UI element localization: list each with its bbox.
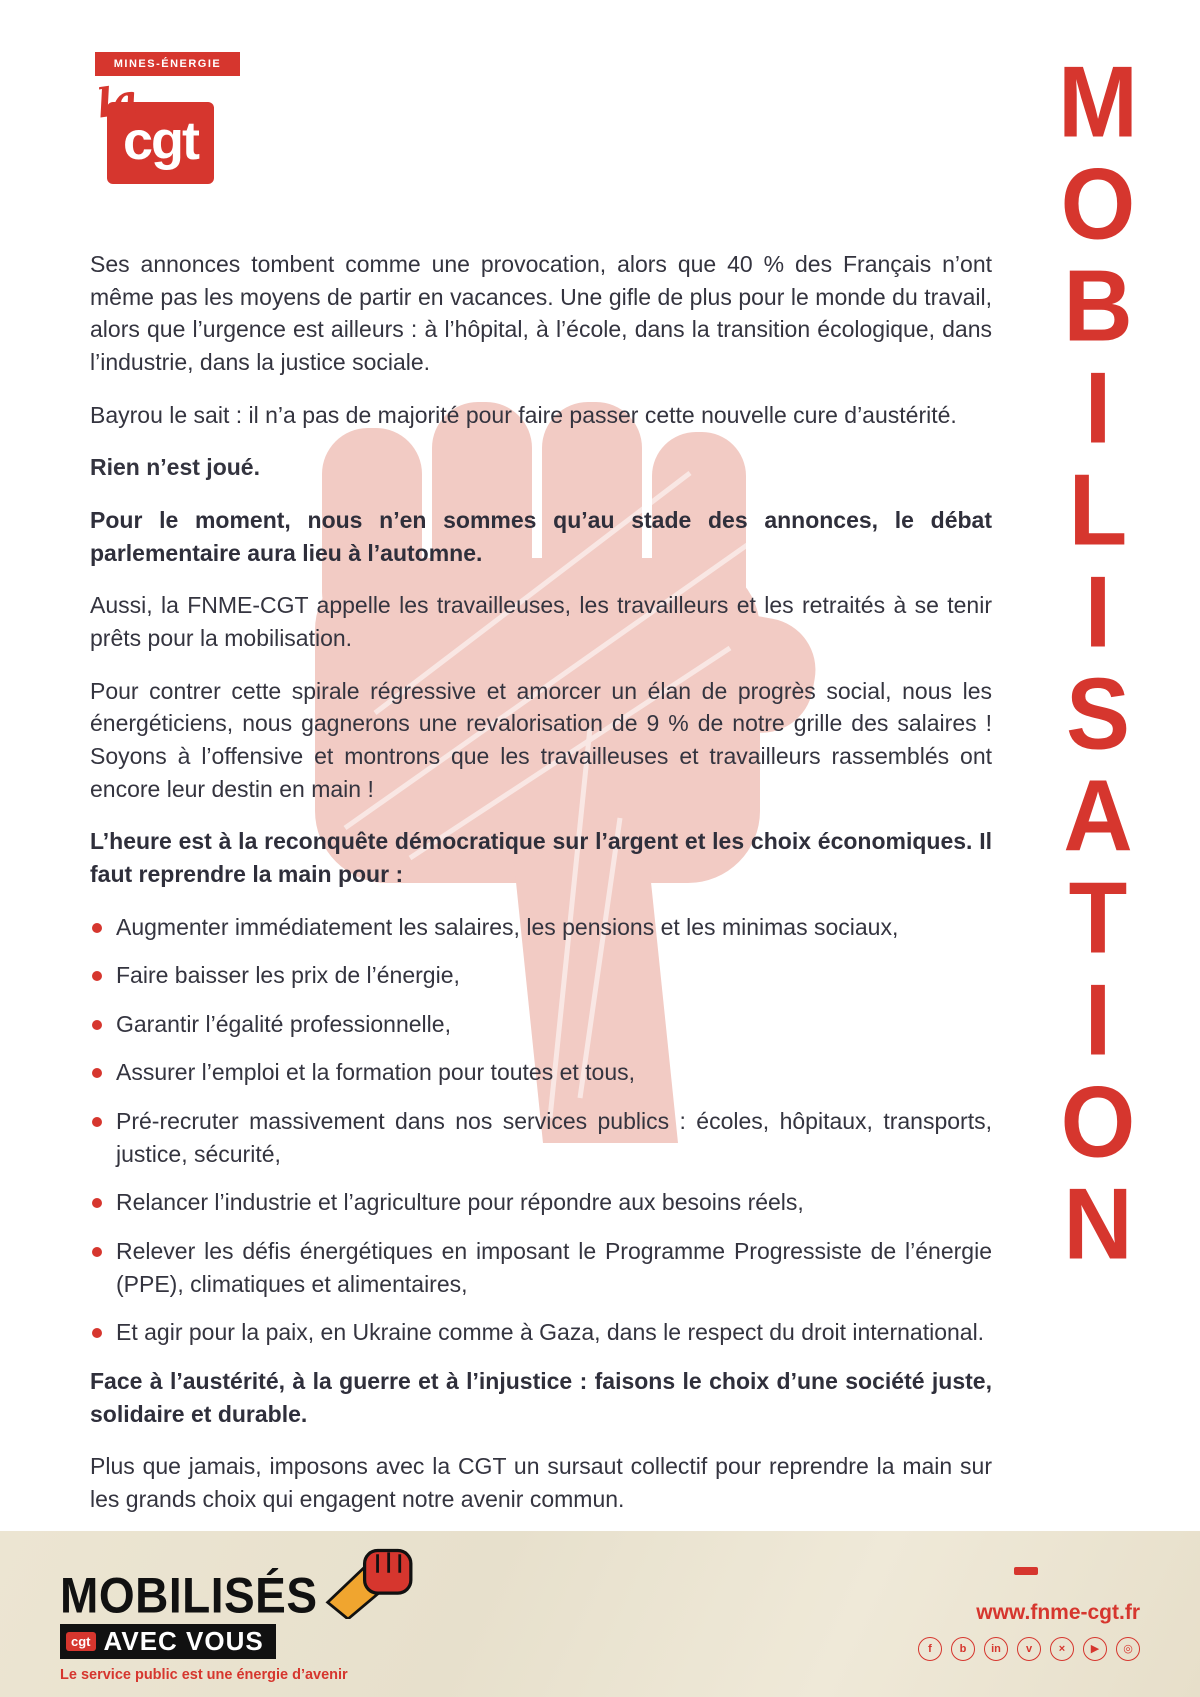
tract-body — [90, 248, 992, 1581]
bullet-item: Relancer l’industrie et l’agriculture pour répondre aux besoins réels, — [90, 1186, 992, 1219]
facebook-icon[interactable]: f — [918, 1637, 942, 1661]
bluesky-icon[interactable]: b — [951, 1637, 975, 1661]
demands-list — [90, 911, 992, 1350]
cgt-logo — [95, 52, 240, 191]
vertical-letter: I — [1084, 964, 1112, 1077]
heading-stade-annonces: Pour le moment, nous n’en sommes qu’au stade des annonces, le débat parlementaire aura lieu à l’automne. — [90, 506, 992, 566]
bullet-item: Pré-recruter massivement dans nos services publics : écoles, hôpitaux, transports, justice, sécurité, — [90, 1105, 992, 1170]
vertical-letter: I — [1084, 352, 1112, 465]
paragraph-rien-joue: Rien n’est joué. — [90, 454, 260, 481]
bullet-item: Augmenter immédiatement les salaires, les pensions et les minimas sociaux, — [90, 911, 992, 944]
avec-vous-text: AVEC VOUS — [103, 1626, 264, 1656]
vertical-letter: N — [1063, 1168, 1133, 1281]
heading-face-austerite: Face à l’austérité, à la guerre et à l’injustice : faisons le choix d’une société juste, solidaire et durable. — [90, 1368, 992, 1427]
logo-federation-banner: MINES-ÉNERGIE — [95, 52, 240, 76]
footer-tagline: Le service public est une énergie d’avenir — [60, 1667, 348, 1683]
mobilises-title: MOBILISÉS — [60, 1566, 318, 1624]
vertical-letter: T — [1068, 862, 1128, 975]
logo-mark — [95, 76, 240, 191]
vimeo-icon[interactable]: v — [1017, 1637, 1041, 1661]
paragraph-revalorisation: Pour contrer cette spirale régressive et amorcer un élan de progrès social, nous les énergéticiens, nous gagnerons une revalorisation de 9 % de notre grille des salaires ! Soyons à l’offensive et montrons que les travailleuses et travailleurs rassemblés ont encore leur destin en main ! — [90, 677, 992, 802]
footer-cgt-badge: cgt — [66, 1632, 96, 1651]
red-dash-decoration — [1014, 1567, 1038, 1575]
paragraph-annonces: Ses annonces tombent comme une provocation, alors que 40 % des Français n’ont même pas les moyens de partir en vacances. Une gifle de plus pour le monde du travail, alors que l’urgence est ailleurs : à l’hôpital, à l’école, dans la transition écologique, dans l’industrie, dans la justice sociale. — [90, 251, 992, 375]
logo-la-script: la — [93, 75, 142, 128]
vertical-letter: A — [1063, 760, 1133, 873]
footer-brand-block — [60, 1545, 420, 1683]
instagram-icon[interactable]: ◎ — [1116, 1637, 1140, 1661]
vertical-mobilisation-banner — [1018, 46, 1178, 1281]
website-link[interactable]: www.fnme-cgt.fr — [976, 1601, 1140, 1624]
footer-fist-illustration — [324, 1545, 420, 1624]
logo-cgt-acronym: cgt — [107, 102, 214, 184]
bullet-item: Garantir l’égalité professionnelle, — [90, 1008, 992, 1041]
youtube-icon[interactable]: ▶ — [1083, 1637, 1107, 1661]
footer — [0, 1531, 1200, 1697]
footer-links-block — [918, 1567, 1140, 1661]
x-icon[interactable]: × — [1050, 1637, 1074, 1661]
vertical-letter: B — [1063, 250, 1133, 363]
avec-vous-banner — [60, 1624, 276, 1659]
bullet-item: Assurer l’emploi et la formation pour toutes et tous, — [90, 1056, 992, 1089]
social-icons-row — [918, 1637, 1140, 1661]
vertical-letter: O — [1060, 1066, 1136, 1179]
heading-reconquete: L’heure est à la reconquête démocratique sur l’argent et les choix économiques. Il faut reprendre la main pour : — [90, 828, 992, 887]
vertical-letter: I — [1084, 556, 1112, 669]
vertical-letter: S — [1065, 658, 1131, 771]
vertical-letter: L — [1068, 454, 1128, 567]
paragraph-bayrou: Bayrou le sait : il n’a pas de majorité pour faire passer cette nouvelle cure d’austérité. — [90, 401, 957, 428]
bullet-item: Faire baisser les prix de l’énergie, — [90, 959, 992, 992]
bullet-item: Relever les défis énergétiques en imposant le Programme Progressiste de l’énergie (PPE), climatiques et alimentaires, — [90, 1235, 992, 1300]
vertical-letter: O — [1060, 148, 1136, 261]
paragraph-sursaut: Plus que jamais, imposons avec la CGT un sursaut collectif pour reprendre la main sur les grands choix qui engagent notre avenir commun. — [90, 1453, 992, 1513]
linkedin-icon[interactable]: in — [984, 1637, 1008, 1661]
bullet-item: Et agir pour la paix, en Ukraine comme à Gaza, dans le respect du droit international. — [90, 1316, 992, 1349]
vertical-letter: M — [1058, 46, 1138, 159]
paragraph-fnme-appel: Aussi, la FNME-CGT appelle les travailleuses, les travailleurs et les retraités à se tenir prêts pour la mobilisation. — [90, 592, 992, 651]
